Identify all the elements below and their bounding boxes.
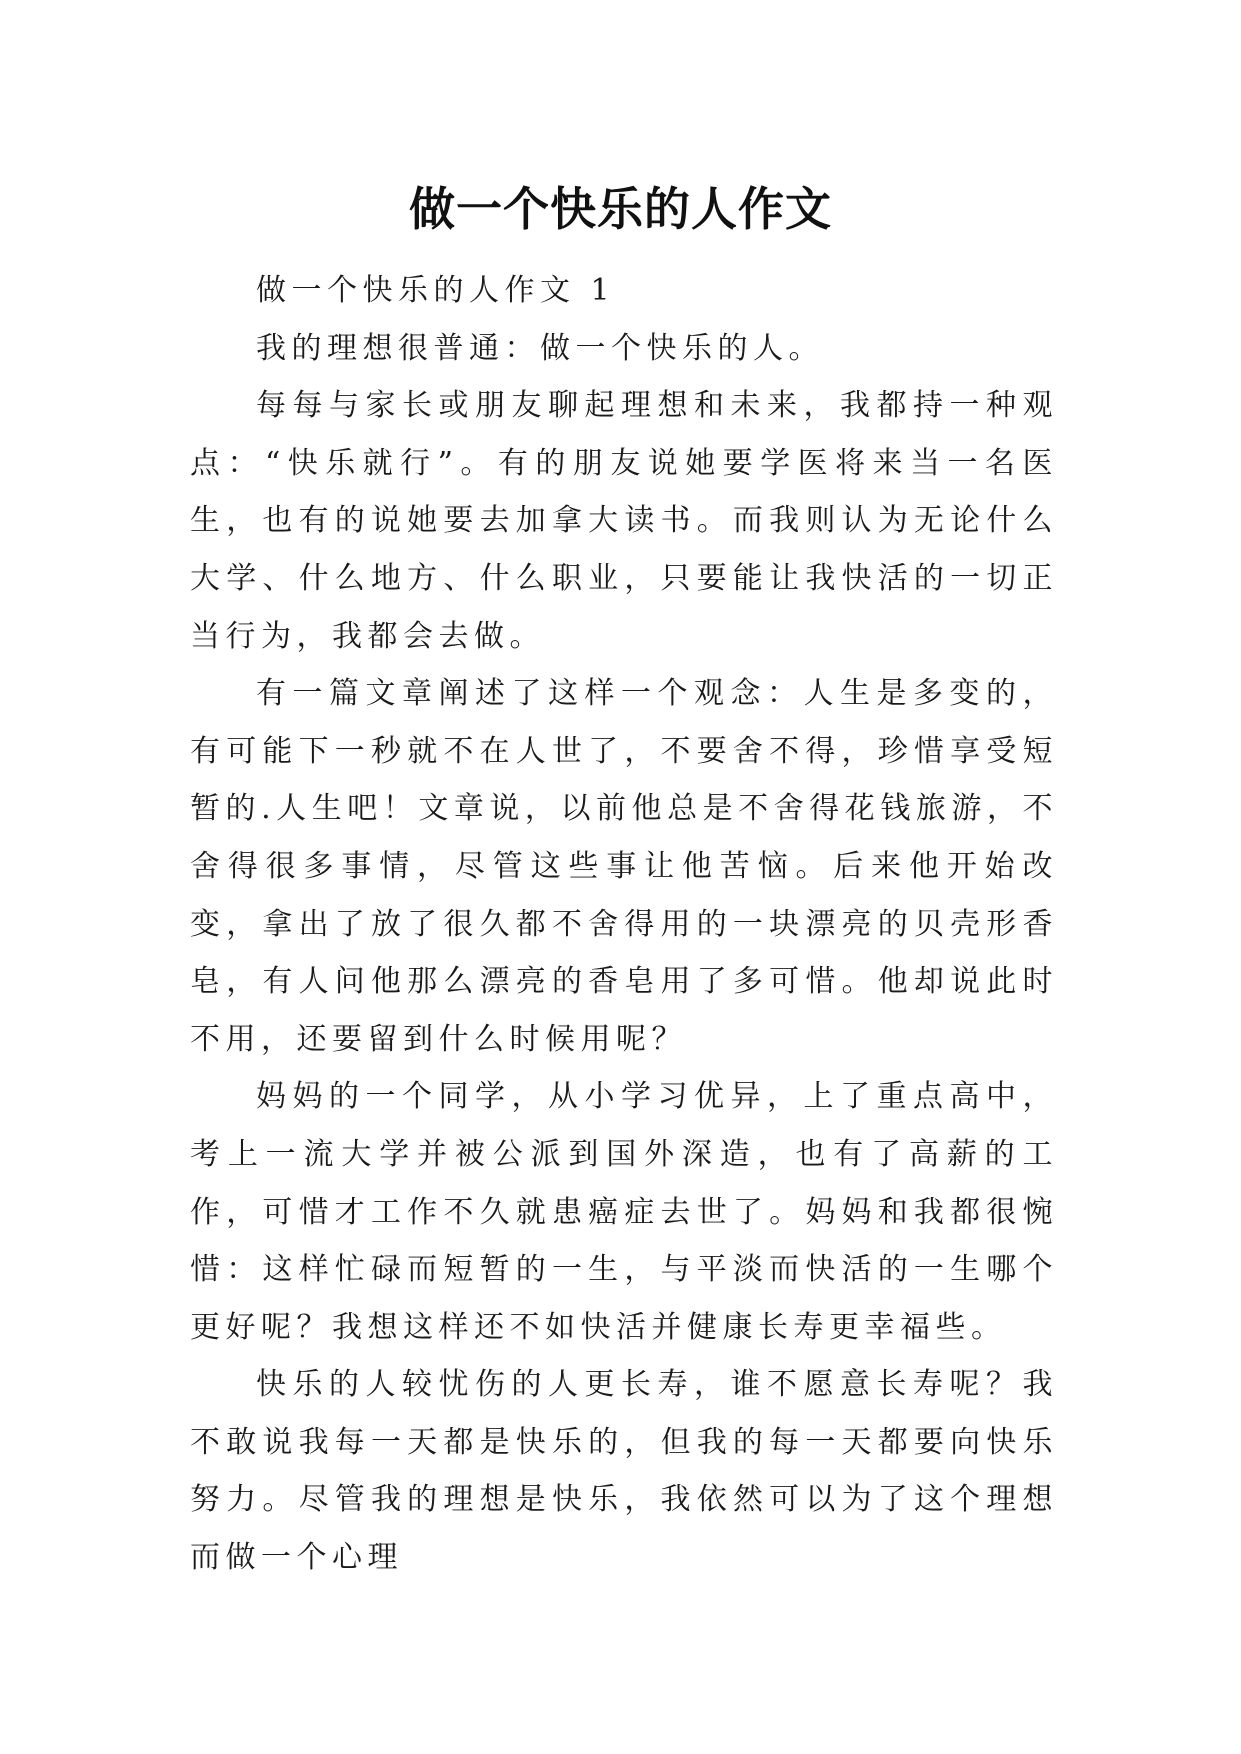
document-body [190,262,1058,1587]
paragraph: 妈妈的一个同学，从小学习优异，上了重点高中，考上一流大学并被公派到国外深造，也有了高薪的工作，可惜才工作不久就患癌症去世了。妈妈和我都很惋惜：这样忙碌而短暂的一生，与平淡而快活的一生哪个更好呢？我想这样还不如快活并健康长寿更幸福些。 [190,1079,1058,1345]
paragraph: 快乐的人较忧伤的人更长寿，谁不愿意长寿呢？我不敢说我每一天都是快乐的，但我的每一天都要向快乐努力。尽管我的理想是快乐，我依然可以为了这个理想而做一个心理 [190,1367,1058,1576]
paragraph-heading: 做一个快乐的人作文 1 [256,273,616,308]
paragraph: 我的理想很普通：做一个快乐的人。 [256,330,824,366]
paragraph: 每每与家长或朋友聊起理想和未来，我都持一种观点：“快乐就行”。有的朋友说她要学医将来当一名医生，也有的说她要去加拿大读书。而我则认为无论什么大学、什么地方、什么职业，只要能让我快活的一切正当行为，我都会去做。 [190,388,1058,654]
paragraph: 有一篇文章阐述了这样一个观念：人生是多变的，有可能下一秒就不在人世了，不要舍不得，珍惜享受短暂的.人生吧！文章说，以前他总是不舍得花钱旅游，不舍得很多事情，尽管这些事让他苦恼。后来他开始改变，拿出了放了很久都不舍得用的一块漂亮的贝壳形香皂，有人问他那么漂亮的香皂用了多可惜。他却说此时不用，还要留到什么时候用呢？ [190,676,1058,1057]
document-title: 做一个快乐的人作文 [409,181,832,236]
